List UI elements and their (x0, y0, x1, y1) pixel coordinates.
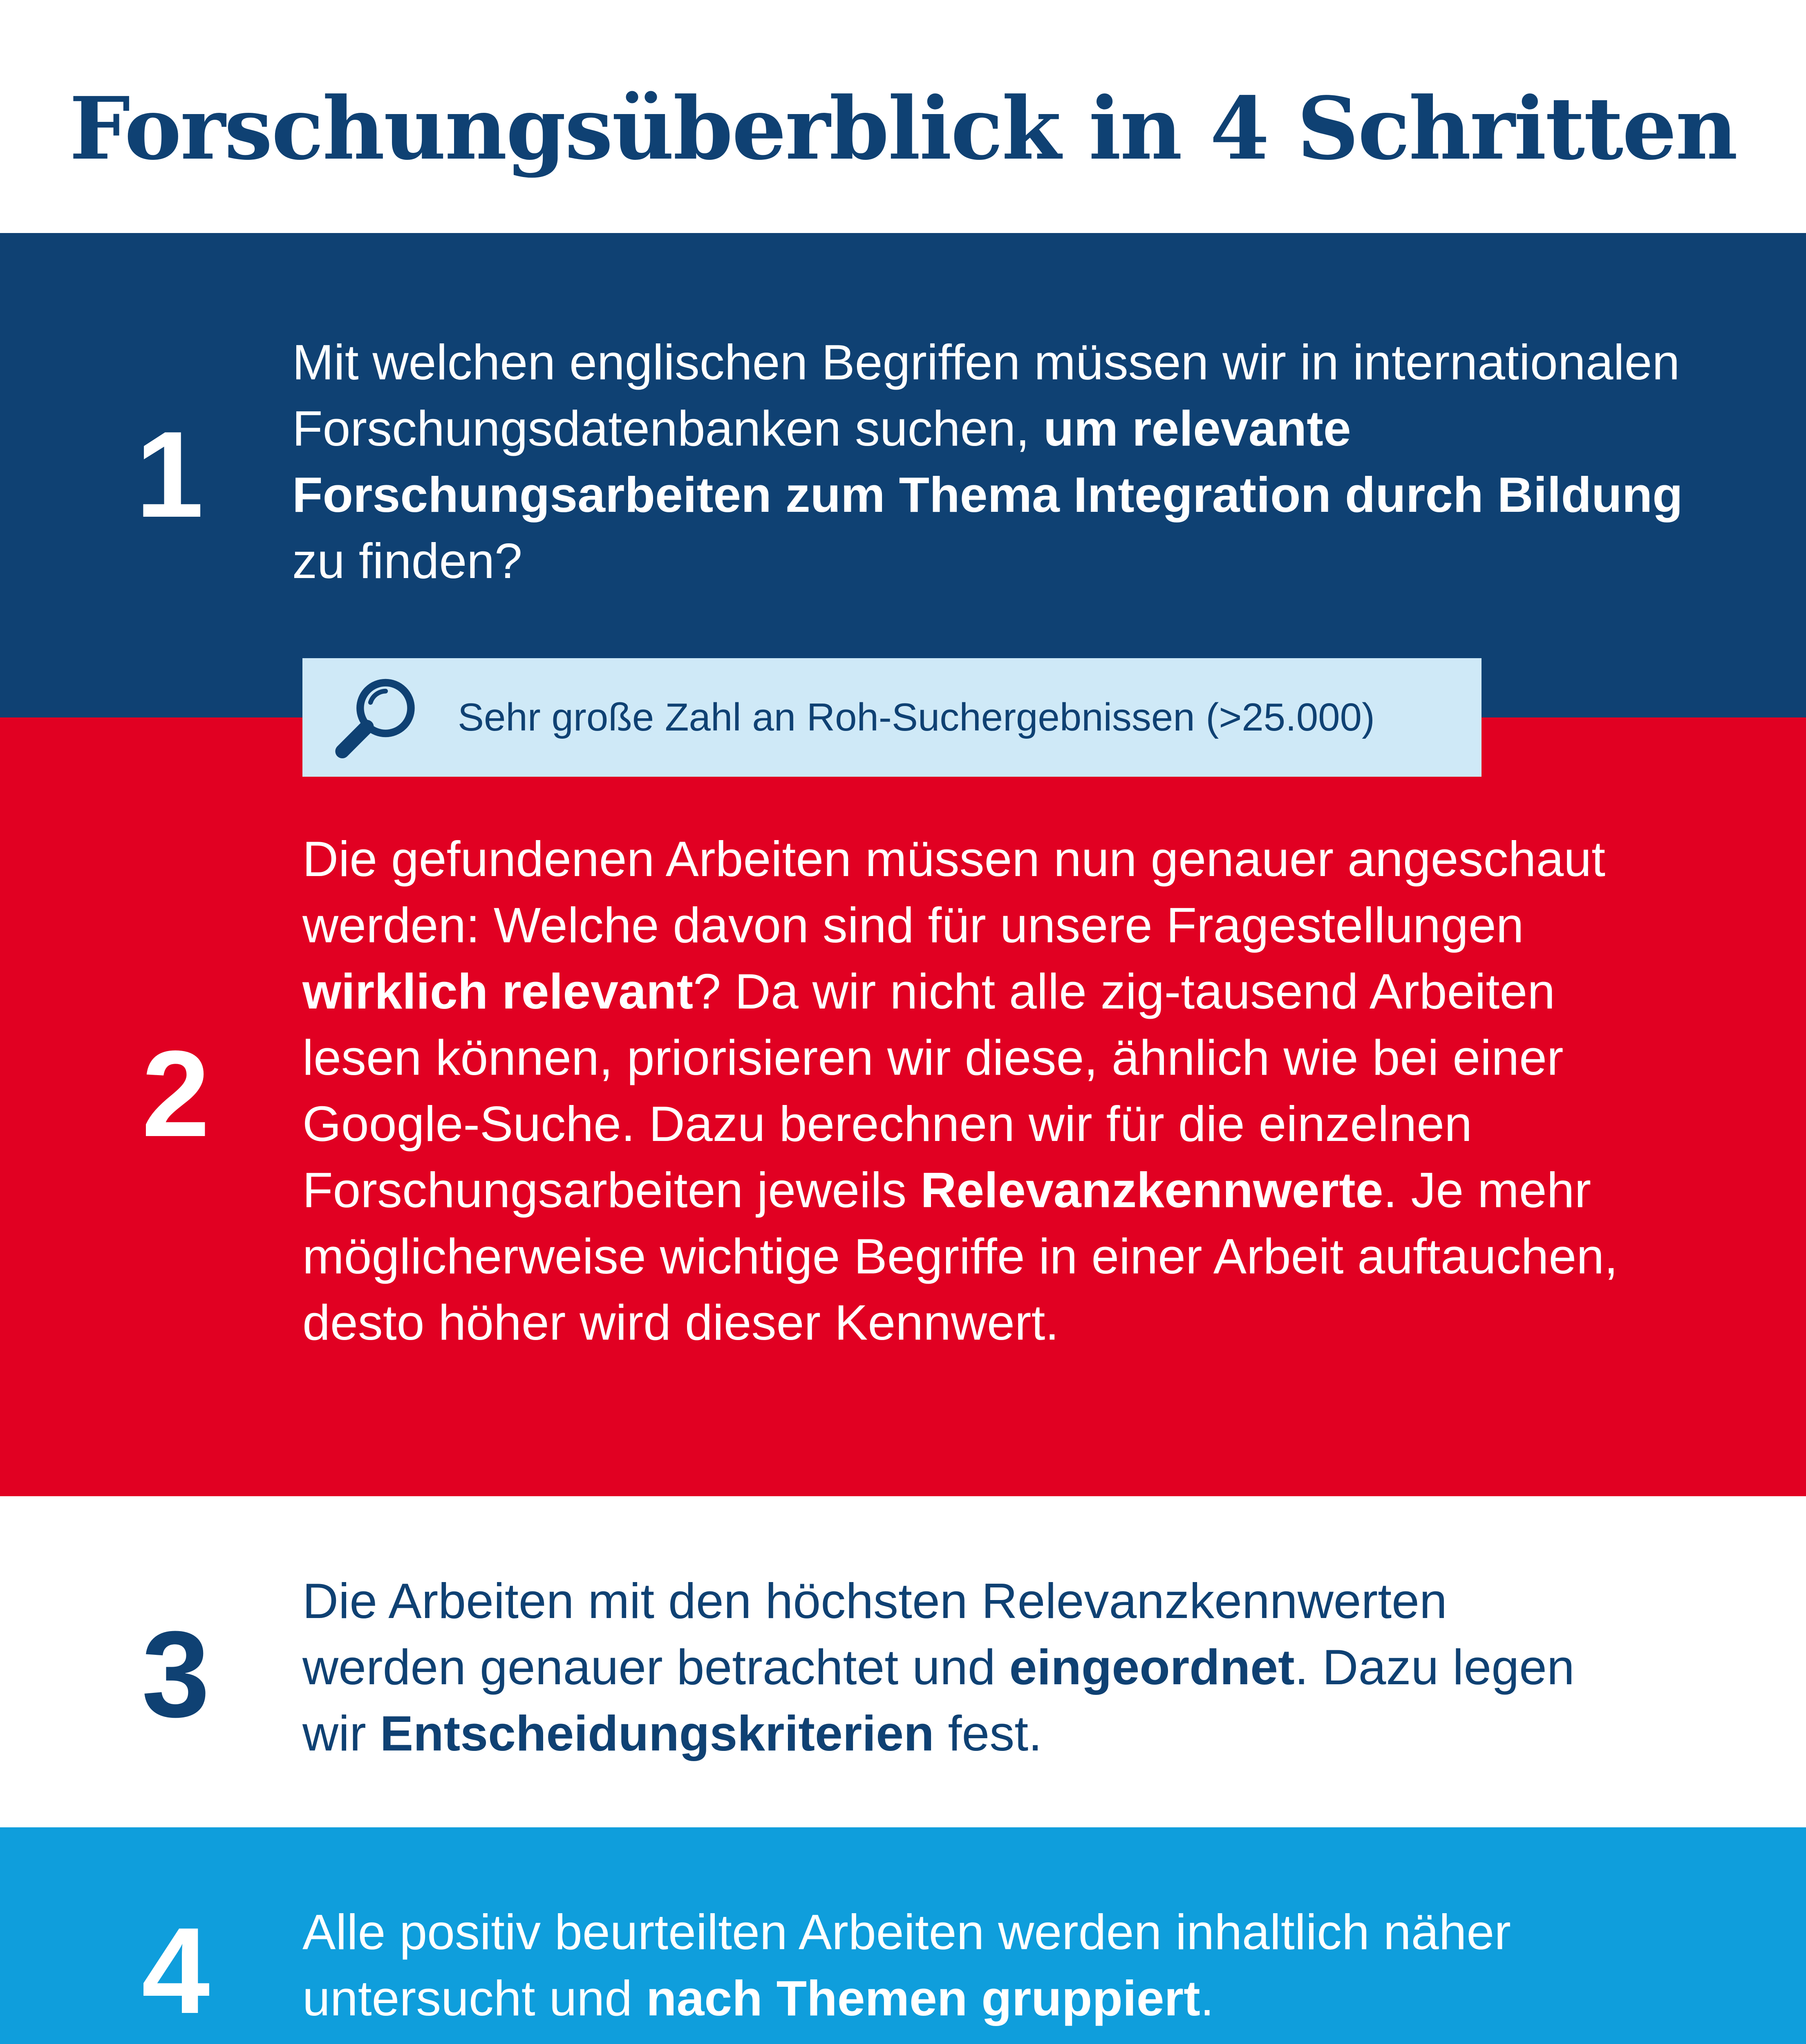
step-3-text (302, 1568, 1618, 1766)
step-2-text-part: . Je mehr möglicherweise wichtige Begriffe in einer Arbeit auftauchen, desto höher wird dieser Kennwert. (302, 1162, 1618, 1350)
step-4-number: 4 (141, 1902, 210, 2039)
step-1-text-part: zu finden? (292, 533, 522, 589)
step-4-text-part: Alle positiv beurteilten Arbeiten werden inhaltlich näher untersucht und (302, 1904, 1511, 2026)
search-results-note-text: Sehr große Zahl an Roh-Suchergebnissen (>25.000) (458, 695, 1375, 739)
step-3-text-part: . Dazu legen wir (302, 1639, 1575, 1761)
step-4-section (0, 1827, 1806, 2044)
step-1-text (292, 329, 1690, 594)
step-3-number: 3 (141, 1605, 210, 1743)
step-3-text-emphasis: Entscheidungskriterien (380, 1706, 934, 1761)
step-3-section (0, 1496, 1806, 1827)
step-1-section (0, 233, 1806, 717)
step-2-text-part: Die gefundenen Arbeiten müssen nun genauer angeschaut werden: Welche davon sind für unsere Fragestellungen (302, 831, 1605, 953)
step-4-text (302, 1899, 1618, 2031)
magnifier-icon (331, 670, 425, 764)
step-3-text-emphasis: eingeordnet (1009, 1639, 1295, 1695)
step-3-text-part: fest. (934, 1706, 1043, 1761)
step-1-text-emphasis: um relevante Forschungsarbeiten zum Thema Integration durch Bildung (292, 401, 1683, 522)
search-results-note (302, 658, 1482, 777)
step-2-text (302, 826, 1651, 1356)
step-4-text-part: . (1200, 1970, 1214, 2026)
page-title: Forschungsüberblick in 4 Schritten (69, 78, 1737, 179)
step-2-text-emphasis: wirklich relevant (302, 964, 694, 1019)
step-4-text-emphasis: nach Themen gruppiert (646, 1970, 1200, 2026)
step-1-text-part: Mit welchen englischen Begriffen müssen wir in internationalen Forschungsdatenbanken suchen, (292, 334, 1680, 456)
step-2-section (0, 717, 1806, 1496)
step-2-text-part: ? Da wir nicht alle zig-tausend Arbeiten lesen können, priorisieren wir diese, ähnlich wie bei einer Google-Suche. Dazu berechnen wir für die einzelnen Forschungsarbeiten jeweils (302, 964, 1564, 1218)
step-2-number: 2 (141, 1025, 210, 1162)
step-3-text-part: Die Arbeiten mit den höchsten Relevanzkennwerten werden genauer betrachtet und (302, 1573, 1447, 1695)
step-2-text-emphasis: Relevanzkennwerte (920, 1162, 1383, 1218)
step-1-number: 1 (135, 406, 204, 543)
